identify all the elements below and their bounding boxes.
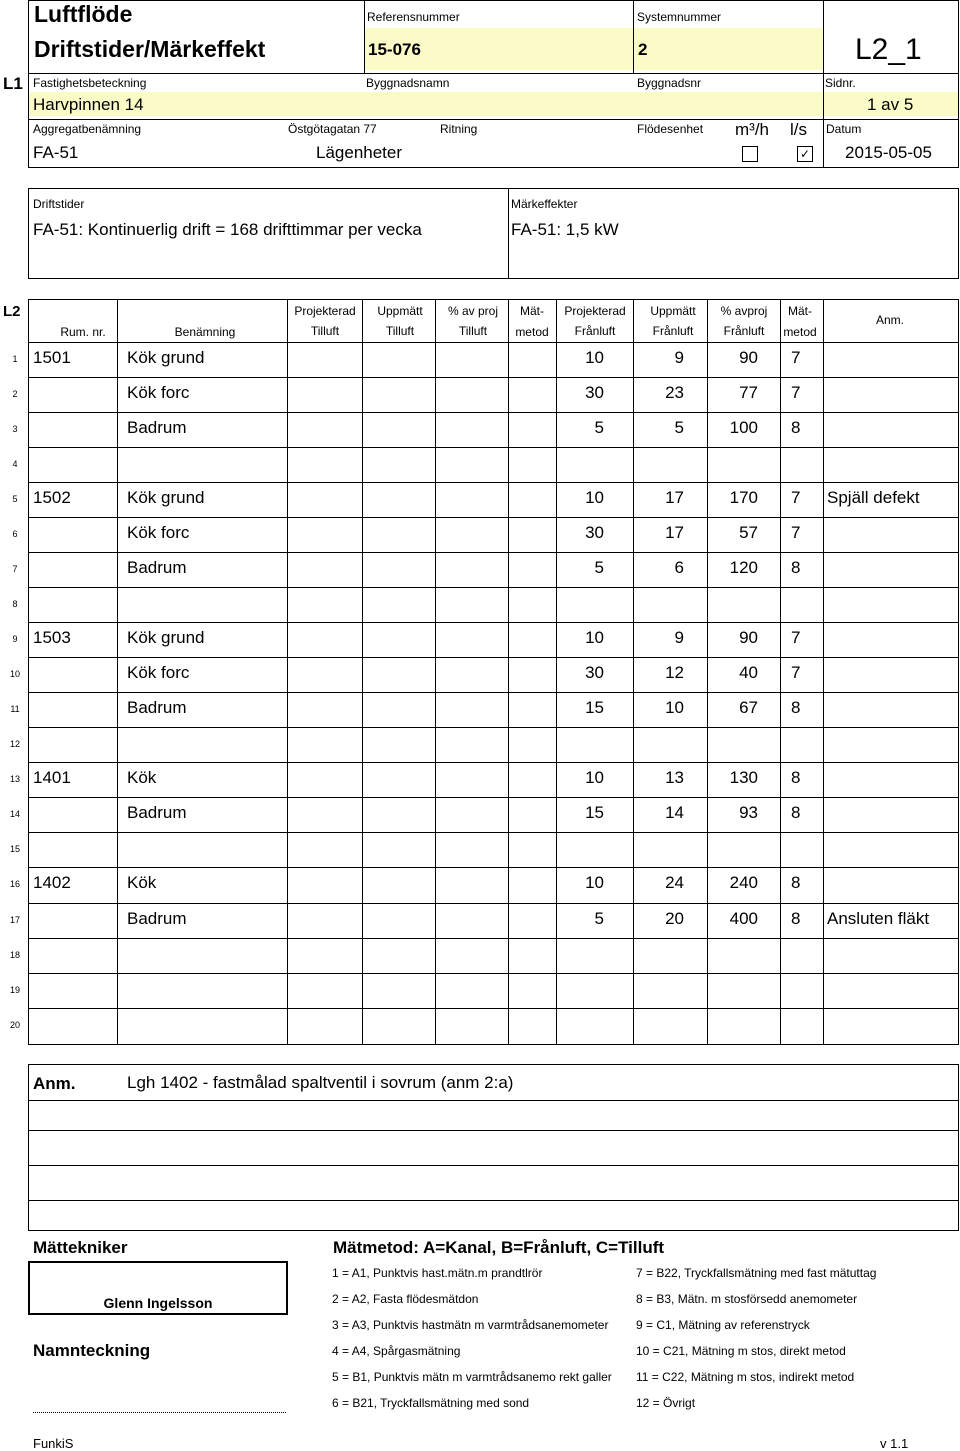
grid-line bbox=[362, 299, 363, 1045]
markeffekter-value[interactable]: FA-51: 1,5 kW bbox=[511, 220, 619, 239]
legend-item: 8 = B3, Mätn. m stosförsedd anemometer bbox=[636, 1292, 858, 1306]
byggnadsnr-label: Byggnadsnr bbox=[637, 76, 702, 90]
row-number: 8 bbox=[12, 599, 18, 609]
legend-item: 1 = A1, Punktvis hast.mätn.m prandtlrör bbox=[332, 1266, 543, 1280]
form-subtitle: Driftstider/Märkeffekt bbox=[34, 36, 266, 62]
brand-label: FunkiS bbox=[33, 1436, 74, 1451]
grid-line bbox=[958, 299, 959, 1045]
hdr-upp-tilluft-2: Tilluft bbox=[385, 324, 415, 338]
cell-pct-franluft[interactable]: 130 bbox=[729, 768, 758, 787]
grid-line bbox=[28, 1008, 959, 1009]
row-number: 6 bbox=[12, 529, 18, 539]
mattekniker-box[interactable] bbox=[28, 1261, 288, 1315]
cell-proj-franluft[interactable]: 15 bbox=[585, 803, 604, 822]
hdr-mat-franluft-2: metod bbox=[783, 325, 817, 339]
grid-line bbox=[28, 299, 29, 1045]
cell-upp-franluft[interactable]: 23 bbox=[665, 383, 684, 402]
row-number: 5 bbox=[12, 494, 18, 504]
legend-item: 12 = Övrigt bbox=[636, 1396, 696, 1410]
row-number: 11 bbox=[10, 704, 20, 714]
cell-pct-franluft[interactable]: 77 bbox=[739, 383, 758, 402]
cell-proj-franluft[interactable]: 5 bbox=[594, 558, 604, 577]
grid-line bbox=[28, 517, 959, 518]
cell-matmetod[interactable]: 7 bbox=[791, 523, 801, 542]
hdr-pct-tilluft: % av proj bbox=[447, 304, 499, 318]
row-number: 14 bbox=[9, 809, 20, 819]
grid-line bbox=[556, 299, 557, 1045]
hdr-pct-franluft-2: Frånluft bbox=[723, 324, 765, 338]
mattekniker-name: Glenn Ingelsson bbox=[103, 1295, 213, 1311]
row-number: 17 bbox=[9, 915, 20, 925]
cell-benamning[interactable]: Badrum bbox=[127, 558, 187, 577]
row-number: 10 bbox=[9, 669, 20, 679]
fastighet-label: Fastighetsbeteckning bbox=[33, 76, 147, 90]
cell-upp-franluft[interactable]: 13 bbox=[665, 768, 684, 787]
sidnr-label: Sidnr. bbox=[825, 76, 856, 90]
cell-pct-franluft[interactable]: 57 bbox=[739, 523, 758, 542]
unit-ls-checkbox[interactable]: ✓ bbox=[797, 146, 813, 162]
legend-item: 9 = C1, Mätning av referenstryck bbox=[636, 1318, 810, 1332]
sys-label: Systemnummer bbox=[637, 10, 722, 24]
cell-benamning[interactable]: Kök forc bbox=[127, 663, 190, 682]
cell-pct-franluft[interactable]: 90 bbox=[739, 628, 758, 647]
hdr-proj-tilluft-2: Tilluft bbox=[310, 324, 340, 338]
cell-rum[interactable]: 1502 bbox=[33, 488, 71, 507]
cell-upp-franluft[interactable]: 20 bbox=[665, 909, 684, 928]
grid-line bbox=[28, 867, 959, 868]
cell-matmetod[interactable]: 7 bbox=[791, 488, 801, 507]
cell-benamning[interactable]: Kök bbox=[127, 768, 157, 787]
grid-line bbox=[28, 482, 959, 483]
driftstider-value[interactable]: FA-51: Kontinuerlig drift = 168 drifttimmar per vecka bbox=[33, 220, 422, 239]
row-number: 4 bbox=[12, 459, 18, 469]
grid-line bbox=[28, 727, 959, 728]
cell-benamning[interactable]: Badrum bbox=[127, 418, 187, 437]
cell-pct-franluft[interactable]: 93 bbox=[739, 803, 758, 822]
cell-upp-franluft[interactable]: 24 bbox=[665, 873, 684, 892]
cell-rum[interactable]: 1503 bbox=[33, 628, 71, 647]
hdr-proj-tilluft: Projekterad bbox=[294, 304, 356, 318]
hdr-upp-franluft-2: Frånluft bbox=[652, 324, 694, 338]
cell-upp-franluft[interactable]: 9 bbox=[674, 348, 684, 367]
grid-line bbox=[117, 299, 118, 1045]
notes-text[interactable]: Lgh 1402 - fastmålad spaltventil i sovrum (anm 2:a) bbox=[127, 1073, 514, 1092]
cell-proj-franluft[interactable]: 10 bbox=[585, 873, 604, 892]
cell-proj-franluft[interactable]: 30 bbox=[585, 523, 604, 542]
legend-item: 2 = A2, Fasta flödesmätdon bbox=[332, 1292, 479, 1306]
sheet-id: L2_1 bbox=[855, 33, 922, 66]
cell-matmetod[interactable]: 8 bbox=[791, 768, 801, 787]
legend-item: 11 = C22, Mätning m stos, indirekt metod bbox=[636, 1370, 855, 1384]
cell-benamning[interactable]: Kök bbox=[127, 873, 157, 892]
grid-line bbox=[28, 657, 959, 658]
form-title: Luftflöde bbox=[34, 1, 133, 27]
fastighet-value[interactable]: Harvpinnen 14 bbox=[33, 95, 144, 114]
unit-m3h-checkbox[interactable] bbox=[742, 146, 758, 162]
grid-line bbox=[28, 412, 959, 413]
cell-proj-franluft[interactable]: 10 bbox=[585, 768, 604, 787]
cell-pct-franluft[interactable]: 100 bbox=[729, 418, 758, 437]
cell-upp-franluft[interactable]: 12 bbox=[665, 663, 684, 682]
cell-matmetod[interactable]: 8 bbox=[791, 558, 801, 577]
notes-label: Anm. bbox=[33, 1074, 76, 1093]
legend-item: 4 = A4, Spårgasmätning bbox=[332, 1344, 461, 1358]
cell-matmetod[interactable]: 7 bbox=[791, 663, 801, 682]
grid-line bbox=[28, 1044, 959, 1045]
grid-line bbox=[633, 299, 634, 1045]
cell-matmetod[interactable]: 8 bbox=[791, 873, 801, 892]
hdr-anm: Anm. bbox=[875, 313, 904, 327]
hdr-proj-franluft-2: Frånluft bbox=[574, 324, 616, 338]
cell-proj-franluft[interactable]: 30 bbox=[585, 383, 604, 402]
grid-line bbox=[28, 938, 959, 939]
legend-item: 7 = B22, Tryckfallsmätning med fast mätuttag bbox=[636, 1266, 877, 1280]
cell-benamning[interactable]: Kök grund bbox=[127, 628, 205, 647]
grid-line bbox=[28, 342, 959, 343]
hdr-upp-tilluft: Uppmätt bbox=[377, 304, 423, 318]
cell-pct-franluft[interactable]: 170 bbox=[729, 488, 758, 507]
row-number: 1 bbox=[12, 354, 18, 364]
cell-matmetod[interactable]: 8 bbox=[791, 418, 801, 437]
table-section-label: L2 bbox=[3, 303, 21, 320]
cell-benamning[interactable]: Badrum bbox=[127, 909, 187, 928]
cell-pct-franluft[interactable]: 90 bbox=[739, 348, 758, 367]
ref-label: Referensnummer bbox=[367, 10, 460, 24]
row-number: 2 bbox=[12, 389, 18, 399]
mattekniker-label: Mättekniker bbox=[33, 1238, 128, 1257]
grid-line bbox=[28, 622, 959, 623]
driftstider-label: Driftstider bbox=[33, 197, 85, 211]
legend-item: 10 = C21, Mätning m stos, direkt metod bbox=[636, 1344, 846, 1358]
grid-line bbox=[823, 299, 824, 1045]
sys-value[interactable]: 2 bbox=[638, 40, 648, 59]
grid-line bbox=[28, 587, 959, 588]
cell-pct-franluft[interactable]: 67 bbox=[739, 698, 758, 717]
cell-pct-franluft[interactable]: 40 bbox=[739, 663, 758, 682]
cell-matmetod[interactable]: 7 bbox=[791, 348, 801, 367]
hdr-benamning: Benämning bbox=[174, 325, 236, 339]
grid-line bbox=[28, 692, 959, 693]
grid-line bbox=[435, 299, 436, 1045]
cell-proj-franluft[interactable]: 10 bbox=[585, 488, 604, 507]
grid-line bbox=[28, 377, 959, 378]
unit-ls-label: l/s bbox=[790, 120, 807, 139]
row-number: 7 bbox=[12, 564, 18, 574]
hdr-rum: Rum. nr. bbox=[60, 325, 106, 339]
grid-line bbox=[508, 299, 509, 1045]
grid-line bbox=[28, 447, 959, 448]
hdr-upp-franluft: Uppmätt bbox=[650, 304, 696, 318]
flodesenhet-label: Flödesenhet bbox=[637, 122, 704, 136]
row-number: 16 bbox=[9, 879, 20, 889]
row-number: 15 bbox=[9, 844, 20, 854]
cell-upp-franluft[interactable]: 6 bbox=[674, 558, 684, 577]
cell-proj-franluft[interactable]: 5 bbox=[594, 909, 604, 928]
cell-matmetod[interactable]: 7 bbox=[791, 628, 801, 647]
cell-proj-franluft[interactable]: 30 bbox=[585, 663, 604, 682]
namnteckning-label: Namnteckning bbox=[33, 1341, 151, 1360]
cell-benamning[interactable]: Kök forc bbox=[127, 383, 190, 402]
cell-upp-franluft[interactable]: 10 bbox=[665, 698, 684, 717]
aggregat-value[interactable]: FA-51 bbox=[33, 143, 79, 162]
cell-matmetod[interactable]: 7 bbox=[791, 383, 801, 402]
row-number: 20 bbox=[9, 1020, 20, 1030]
row-number: 13 bbox=[9, 774, 20, 784]
cell-upp-franluft[interactable]: 5 bbox=[674, 418, 684, 437]
markeffekter-label: Märkeffekter bbox=[511, 197, 578, 211]
cell-matmetod[interactable]: 8 bbox=[791, 698, 801, 717]
cell-upp-franluft[interactable]: 17 bbox=[665, 523, 684, 542]
cell-proj-franluft[interactable]: 10 bbox=[585, 628, 604, 647]
row-number: 18 bbox=[9, 950, 20, 960]
cell-upp-franluft[interactable]: 17 bbox=[665, 488, 684, 507]
byggnadsnamn-label: Byggnadsnamn bbox=[366, 76, 450, 90]
cell-proj-franluft[interactable]: 5 bbox=[594, 418, 604, 437]
grid-line bbox=[28, 973, 959, 974]
cell-upp-franluft[interactable]: 9 bbox=[674, 628, 684, 647]
grid-line bbox=[28, 832, 959, 833]
row-number: 3 bbox=[12, 424, 18, 434]
row-label-l1: L1 bbox=[3, 74, 23, 93]
row-number: 9 bbox=[12, 634, 18, 644]
hdr-mat-tilluft: Mät- bbox=[520, 304, 544, 318]
cell-proj-franluft[interactable]: 15 bbox=[585, 698, 604, 717]
grid-line bbox=[287, 299, 288, 1045]
version-label: v 1.1 bbox=[880, 1436, 909, 1451]
cell-anm[interactable]: Ansluten fläkt bbox=[827, 909, 930, 928]
legend-item: 3 = A3, Punktvis hastmätn m varmtrådsanemometer bbox=[332, 1318, 609, 1332]
legend-item: 5 = B1, Punktvis mätn m varmtrådsanemo rekt galler bbox=[332, 1370, 612, 1384]
cell-benamning[interactable]: Kök forc bbox=[127, 523, 190, 542]
cell-rum[interactable]: 1401 bbox=[33, 768, 71, 787]
unit-m3h-label: m³/h bbox=[735, 120, 769, 139]
cell-matmetod[interactable]: 8 bbox=[791, 803, 801, 822]
hdr-mat-franluft: Mät- bbox=[788, 304, 812, 318]
hdr-proj-franluft: Projekterad bbox=[564, 304, 626, 318]
cell-pct-franluft[interactable]: 120 bbox=[729, 558, 758, 577]
datum-label: Datum bbox=[826, 122, 862, 136]
cell-pct-franluft[interactable]: 400 bbox=[729, 909, 758, 928]
datum-value[interactable]: 2015-05-05 bbox=[845, 143, 932, 162]
row-number: 12 bbox=[9, 739, 20, 749]
cell-benamning[interactable]: Kök grund bbox=[127, 488, 205, 507]
adress-label: Östgötagatan 77 bbox=[288, 122, 377, 136]
matmetod-title: Mätmetod: A=Kanal, B=Frånluft, C=Tilluft bbox=[333, 1238, 665, 1257]
cell-pct-franluft[interactable]: 240 bbox=[729, 873, 758, 892]
cell-rum[interactable]: 1402 bbox=[33, 873, 71, 892]
cell-proj-franluft[interactable]: 10 bbox=[585, 348, 604, 367]
hdr-mat-tilluft-2: metod bbox=[515, 325, 549, 339]
grid-line bbox=[780, 299, 781, 1045]
aggregat-label: Aggregatbenämning bbox=[33, 122, 142, 136]
cell-benamning[interactable]: Badrum bbox=[127, 803, 187, 822]
ritning-label: Ritning bbox=[440, 122, 478, 136]
cell-anm[interactable]: Spjäll defekt bbox=[827, 488, 920, 507]
hdr-pct-tilluft-2: Tilluft bbox=[458, 324, 488, 338]
legend-item: 6 = B21, Tryckfallsmätning med sond bbox=[332, 1396, 530, 1410]
cell-rum[interactable]: 1501 bbox=[33, 348, 71, 367]
grid-line bbox=[707, 299, 708, 1045]
signature-line[interactable] bbox=[33, 1412, 286, 1413]
cell-matmetod[interactable]: 8 bbox=[791, 909, 801, 928]
grid-line bbox=[28, 797, 959, 798]
cell-benamning[interactable]: Badrum bbox=[127, 698, 187, 717]
sidnr-value[interactable]: 1 av 5 bbox=[867, 95, 914, 114]
grid-line bbox=[28, 903, 959, 904]
cell-benamning[interactable]: Kök grund bbox=[127, 348, 205, 367]
hdr-pct-franluft: % avproj bbox=[720, 304, 768, 318]
row-number: 19 bbox=[9, 985, 20, 995]
cell-upp-franluft[interactable]: 14 bbox=[665, 803, 684, 822]
grid-line bbox=[28, 762, 959, 763]
adress-value[interactable]: Lägenheter bbox=[316, 143, 403, 162]
grid-line bbox=[28, 552, 959, 553]
ref-value[interactable]: 15-076 bbox=[368, 40, 421, 59]
